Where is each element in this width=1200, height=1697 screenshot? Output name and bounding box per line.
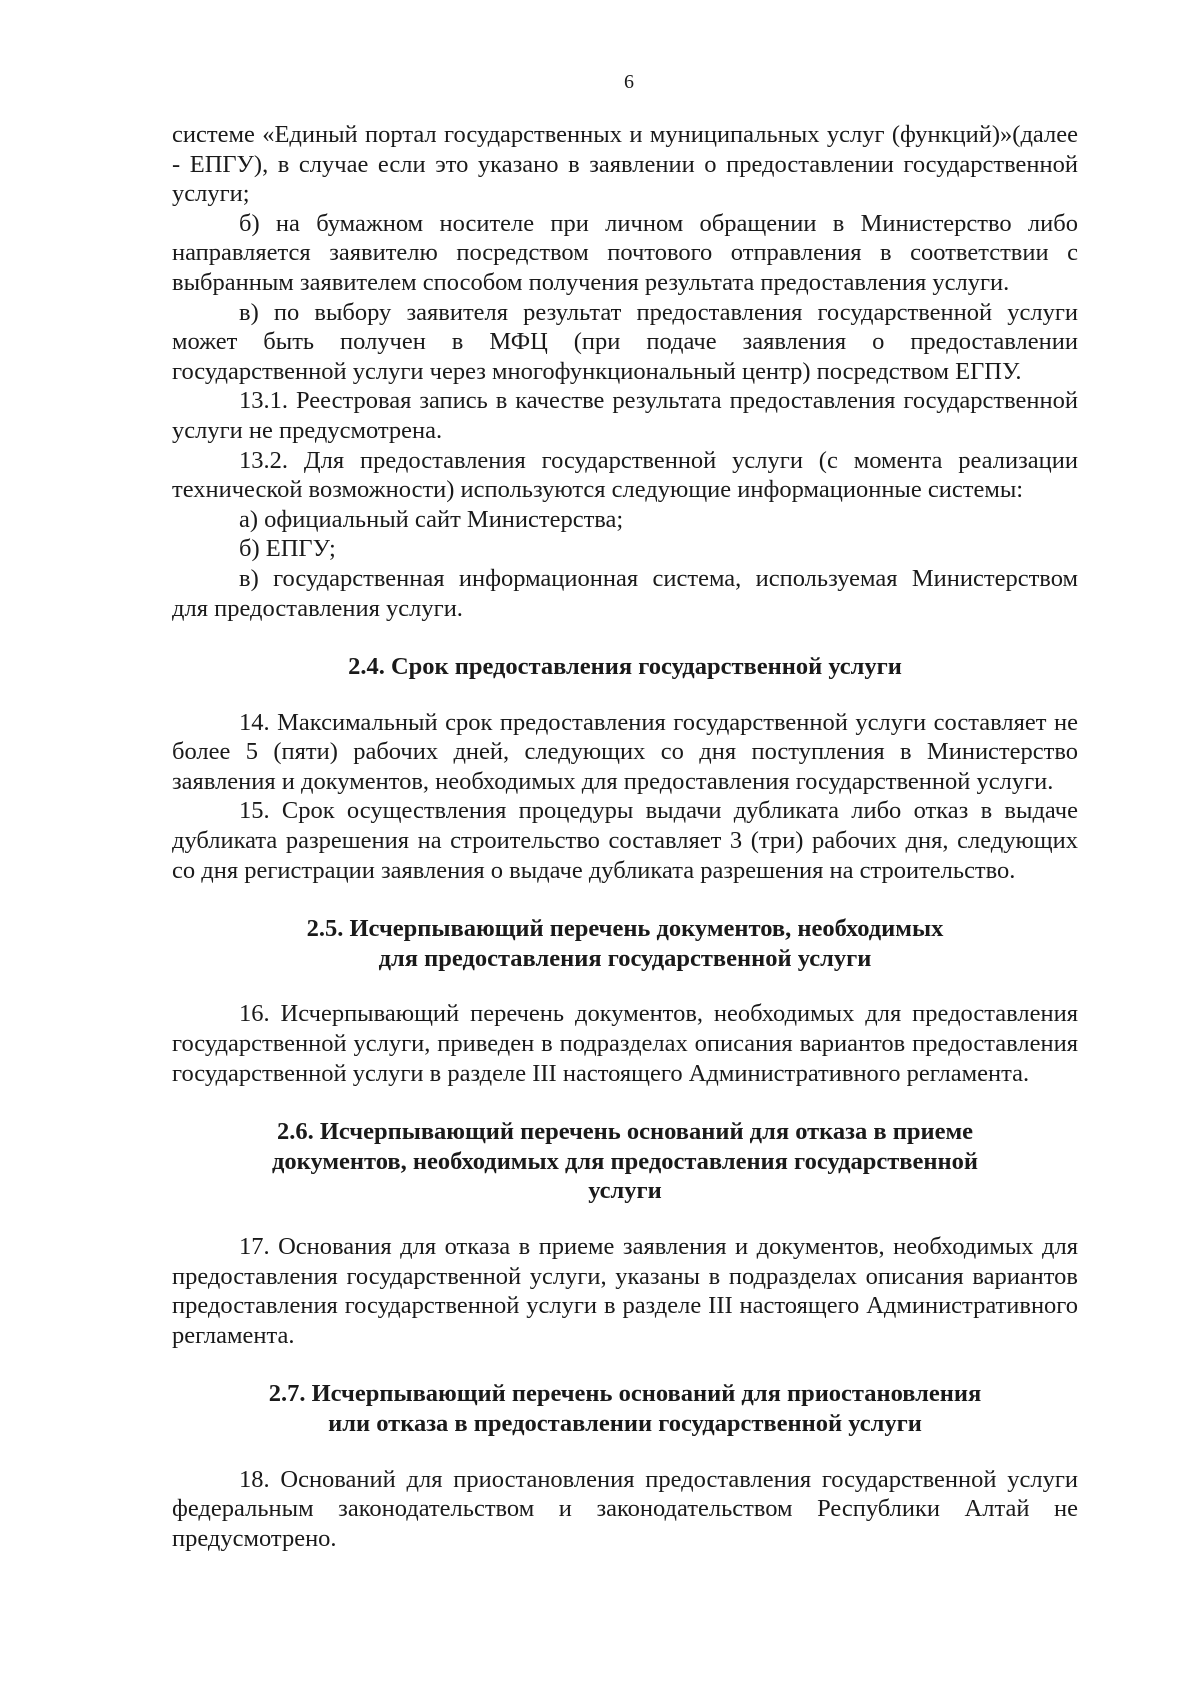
- section-heading-line: 2.7. Исчерпывающий перечень оснований для приостановления: [268, 1380, 982, 1408]
- paragraph: б) на бумажном носителе при личном обращении в Министерство либо направляется заявителю посредством почтового отправления в соответствии с выбранным заявителем способом получения результата предоставления услуги.: [172, 209, 1078, 296]
- paragraph: 17. Основания для отказа в приеме заявления и документов, необходимых для предоставления государственной услуги, указаны в подразделах описания вариантов предоставления государственной услуги в разделе III настоящего Административного регламента.: [172, 1233, 1078, 1349]
- paragraph: 13.1. Реестровая запись в качестве результата предоставления государственной услуги не предусмотрена.: [172, 387, 1078, 444]
- spacer: [172, 623, 1078, 652]
- section-heading-line: услуги: [588, 1177, 662, 1205]
- spacer: [172, 1350, 1078, 1379]
- page-number: 6: [624, 71, 634, 93]
- paragraph: б) ЕПГУ;: [239, 535, 336, 563]
- section-heading-line: 2.6. Исчерпывающий перечень оснований для отказа в приеме: [276, 1118, 974, 1146]
- section-heading: [172, 652, 1078, 682]
- spacer: [172, 682, 1078, 708]
- paragraph: 16. Исчерпывающий перечень документов, необходимых для предоставления государственной услуги, приведен в подразделах описания вариантов предоставления государственной услуги в разделе III настоящего Административного регламента.: [172, 1000, 1078, 1087]
- paragraph: 15. Срок осуществления процедуры выдачи дубликата либо отказ в выдаче дубликата разрешения на строительство составляет 3 (три) рабочих дня, следующих со дня регистрации заявления о выдаче дубликата разрешения на строительство.: [172, 797, 1078, 884]
- paragraph: а) официальный сайт Министерства;: [239, 505, 624, 533]
- paragraph: системе «Единый портал государственных и муниципальных услуг (функций)»(далее - ЕПГУ), в случае если это указано в заявлении о предоставлении государственной услуги;: [172, 121, 1078, 208]
- paragraph: 13.2. Для предоставления государственной услуги (с момента реализации технической возможности) используются следующие информационные системы:: [172, 446, 1078, 504]
- section-heading-line: для предоставления государственной услуги: [378, 944, 872, 972]
- paragraph: в) по выбору заявителя результат предоставления государственной услуги может быть получен в МФЦ (при подаче заявления о предоставлении государственной услуги через многофункциональный центр) посредством ЕГПУ.: [172, 298, 1078, 385]
- spacer: [172, 1439, 1078, 1465]
- paragraph: 18. Оснований для приостановления предоставления государственной услуги федеральным законодательством и законодательством Республики Алтай не предусмотрено.: [172, 1465, 1078, 1552]
- paragraph: 14. Максимальный срок предоставления государственной услуги составляет не более 5 (пяти) рабочих дней, следующих со дня поступления в Министерство заявления и документов, необходимых для предоставления государственной услуги.: [172, 708, 1078, 795]
- section-heading-line: документов, необходимых для предоставления государственной: [272, 1147, 978, 1175]
- spacer: [172, 1206, 1078, 1232]
- section-heading-line: или отказа в предоставлении государственной услуги: [328, 1409, 922, 1437]
- section-heading: [172, 1379, 1078, 1438]
- section-heading-line: 2.5. Исчерпывающий перечень документов, необходимых: [306, 915, 944, 943]
- spacer: [172, 973, 1078, 999]
- paragraph: в) государственная информационная система, используемая Министерством для предоставления услуги.: [172, 564, 1078, 622]
- section-heading: [172, 1117, 1078, 1206]
- section-heading: [172, 914, 1078, 973]
- spacer: [172, 1088, 1078, 1117]
- document-body: [172, 120, 1078, 1553]
- spacer: [172, 885, 1078, 914]
- section-heading-line: 2.4. Срок предоставления государственной услуги: [348, 653, 902, 681]
